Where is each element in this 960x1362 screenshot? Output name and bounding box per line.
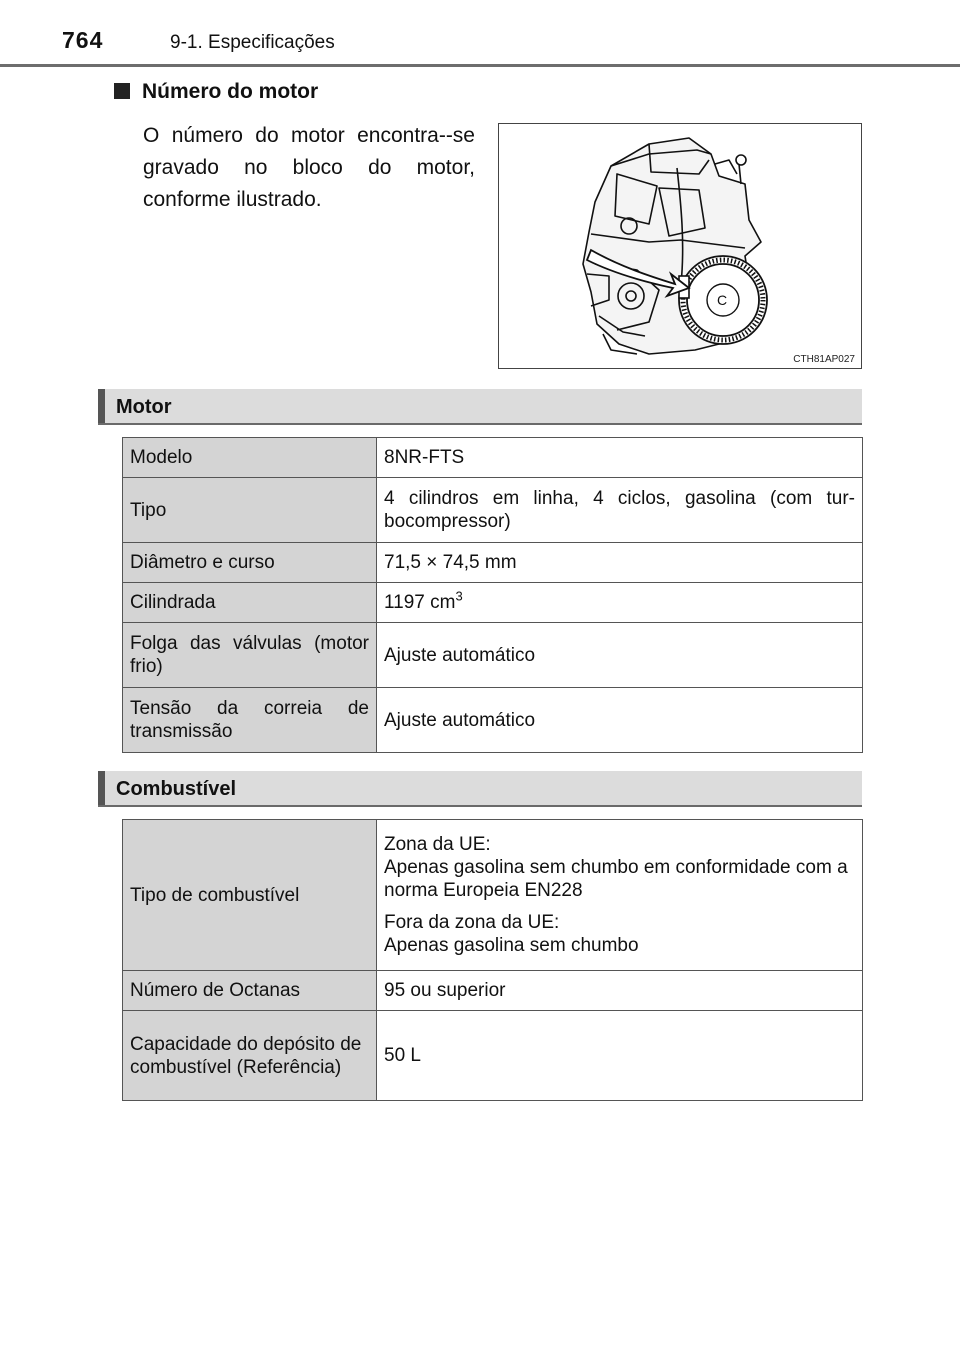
- motor-section-title: Motor: [116, 396, 172, 418]
- displacement-superscript: 3: [455, 588, 463, 604]
- fuel-paragraph: [384, 911, 855, 957]
- engine-drawing: [499, 124, 861, 368]
- fuel-zone-eu-title: Zona da UE:: [384, 834, 491, 855]
- fuel-zone-eu-text: Apenas gasolina sem chumbo em conformidade com a norma Europeia EN228: [384, 857, 848, 901]
- row-value: 71,5 × 74,5 mm: [377, 543, 863, 583]
- fuel-zone-non-eu-text: Apenas gasolina sem chumbo: [384, 935, 639, 956]
- row-value: 4 cilindros em linha, 4 ciclos, gasolina (com tur-bocompressor): [377, 478, 863, 543]
- table-row: [123, 623, 863, 688]
- motor-spec-table: [122, 437, 863, 753]
- row-value: Ajuste automático: [377, 623, 863, 688]
- row-label: Cilindrada: [123, 583, 377, 623]
- band-accent-bar: [98, 389, 105, 423]
- table-row: [123, 583, 863, 623]
- row-label: Número de Octanas: [123, 971, 377, 1011]
- fuel-section-band: [98, 771, 862, 807]
- row-label: Capacidade do depósito de combustível (Referência): [123, 1011, 377, 1101]
- fuel-zone-non-eu-title: Fora da zona da UE:: [384, 912, 560, 933]
- table-row: [123, 543, 863, 583]
- row-label: Tipo de combustível: [123, 820, 377, 971]
- table-row: [123, 688, 863, 753]
- fuel-section-title: Combustível: [116, 778, 237, 800]
- row-value: [377, 820, 863, 971]
- engine-number-heading: [114, 80, 318, 104]
- table-row: [123, 478, 863, 543]
- fuel-spec-table: [122, 819, 863, 1101]
- row-value: [377, 583, 863, 623]
- band-accent-bar: [98, 771, 105, 805]
- row-value: 8NR-FTS: [377, 438, 863, 478]
- row-value: Ajuste automático: [377, 688, 863, 753]
- svg-text:C: C: [717, 292, 728, 308]
- figure-code: CTH81AP027: [793, 354, 855, 365]
- row-label: Modelo: [123, 438, 377, 478]
- page-number: 764: [62, 27, 104, 53]
- row-value: 95 ou superior: [377, 971, 863, 1011]
- motor-section-band: [98, 389, 862, 425]
- table-row: [123, 820, 863, 971]
- row-label: Tipo: [123, 478, 377, 543]
- section-title: 9-1. Especificações: [170, 32, 335, 53]
- table-row: [123, 971, 863, 1011]
- row-value: 50 L: [377, 1011, 863, 1101]
- displacement-value: 1197 cm: [384, 592, 456, 613]
- engine-number-text: O número do motor encontra--se gravado no bloco do motor, conforme ilustrado.: [143, 124, 475, 211]
- table-row: [123, 438, 863, 478]
- fuel-paragraph: [384, 833, 855, 902]
- row-label: Tensão da correia de transmissão: [123, 688, 377, 753]
- row-label: Diâmetro e curso: [123, 543, 377, 583]
- row-label: Folga das válvulas (motor frio): [123, 623, 377, 688]
- table-row: [123, 1011, 863, 1101]
- engine-number-heading-text: Número do motor: [142, 80, 319, 103]
- square-bullet-icon: [114, 83, 130, 99]
- header-rule: [0, 64, 960, 67]
- engine-illustration: [498, 123, 862, 369]
